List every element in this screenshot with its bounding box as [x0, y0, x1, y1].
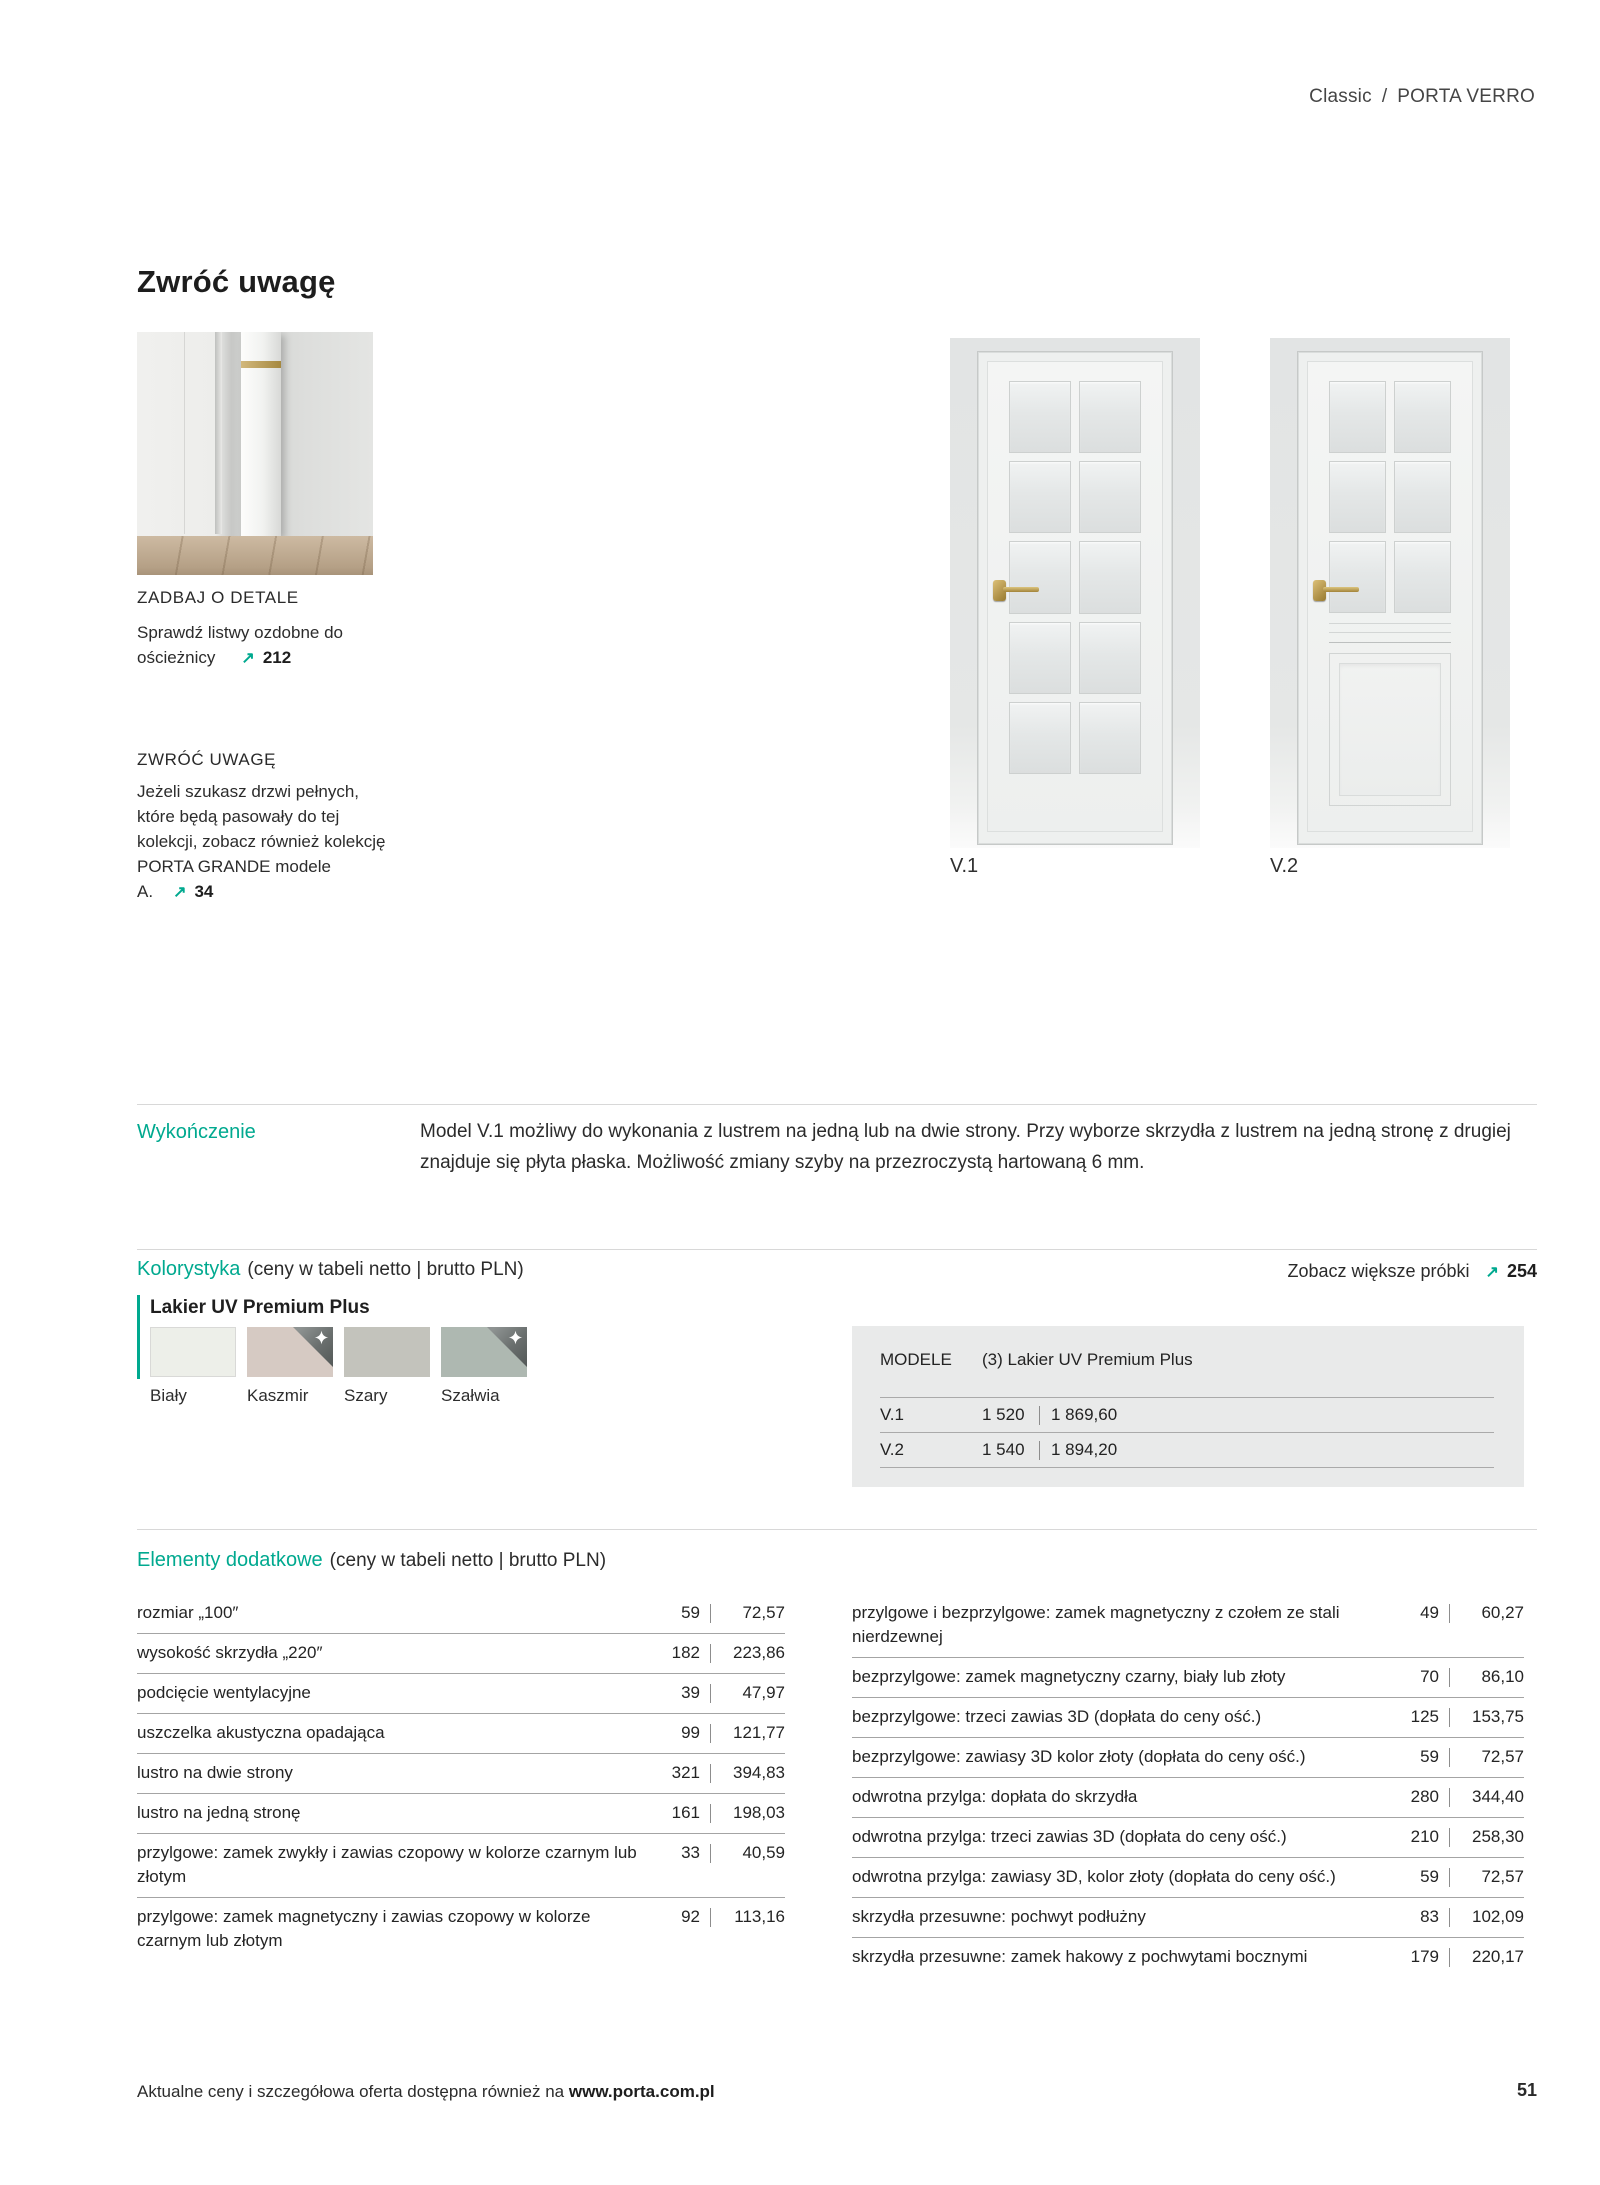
table-row: lustro na jedną stronę 161 198,03 [137, 1794, 785, 1834]
door-frame [978, 352, 1172, 844]
gross-price: 40,59 [742, 1843, 785, 1862]
door-panel-inner [1339, 663, 1441, 796]
swatch-label: Szałwia [441, 1386, 500, 1405]
door-label-v2: V.2 [1270, 855, 1299, 877]
glass-pane [1329, 461, 1386, 533]
external-link-arrow-icon: ↗ [241, 650, 255, 667]
gross-price: 102,09 [1472, 1907, 1524, 1926]
swatch-szary [344, 1327, 430, 1406]
table-row: skrzydła przesuwne: pochwyt podłużny 83 102,09 [852, 1898, 1524, 1938]
finish-group-title: Lakier UV Premium Plus [150, 1297, 370, 1318]
glass-pane [1079, 702, 1141, 774]
door-handle [993, 579, 1043, 603]
glass-pane [1079, 622, 1141, 694]
page-ref-link-212[interactable] [241, 648, 291, 667]
gross-price: 394,83 [733, 1763, 785, 1782]
gross-price: 72,57 [1481, 1867, 1524, 1886]
glass-pane [1009, 461, 1071, 533]
glass-grid-2x5 [1009, 381, 1141, 774]
external-link-arrow-icon: ↗ [173, 884, 187, 901]
extras-section-title: Elementy dodatkowe [137, 1549, 323, 1571]
gross-price: 72,57 [742, 1603, 785, 1622]
see-larger-samples-link[interactable] [1287, 1261, 1537, 1282]
swatch-label: Szary [344, 1386, 388, 1405]
colors-section-header [137, 1258, 524, 1281]
table-row: lustro na dwie strony 321 394,83 [137, 1754, 785, 1794]
table-row: odwrotna przylga: dopłata do skrzydła 280 344,40 [852, 1778, 1524, 1818]
extras-section-header [137, 1549, 606, 1572]
net-price: 179 [1410, 1947, 1439, 1966]
color-swatch-row [150, 1327, 527, 1406]
price-divider [1039, 1441, 1040, 1460]
note-box-text: Jeżeli szukasz drzwi pełnych, które będą pasowały do tej kolekcji, zobacz również kolekcję PORTA GRANDE modele A. ↗ 34 [137, 782, 386, 901]
accent-bar [137, 1295, 140, 1379]
price-divider [1449, 1788, 1450, 1807]
price-divider [1449, 1948, 1450, 1967]
glass-pane [1079, 381, 1141, 453]
door-photo-v2 [1270, 338, 1510, 848]
model-name: V.2 [880, 1440, 904, 1459]
table-header-row [880, 1350, 1494, 1370]
door-leaf [987, 361, 1163, 832]
door-photo-v1 [950, 338, 1200, 848]
glass-pane [1394, 541, 1451, 613]
breadcrumb-separator: / [1381, 86, 1388, 107]
swatch-color [441, 1327, 527, 1377]
table-row [880, 1398, 1494, 1432]
extras-section-suffix: (ceny w tabeli netto | brutto PLN) [329, 1550, 607, 1571]
finish-section-label: Wykończenie [137, 1121, 256, 1143]
price-divider [710, 1804, 711, 1823]
swatch-color [344, 1327, 430, 1377]
table-row [880, 1433, 1494, 1467]
gross-price: 113,16 [734, 1907, 785, 1926]
glass-pane [1079, 541, 1141, 613]
handle-lever [1323, 587, 1359, 592]
gross-price: 223,86 [733, 1643, 785, 1662]
price-divider [1039, 1406, 1040, 1425]
detail-box-text: Sprawdź listwy ozdobne do ościeżnicy ↗ 212 [137, 623, 344, 667]
net-price: 210 [1410, 1827, 1439, 1846]
net-price: 59 [681, 1603, 700, 1622]
swatch-szalwia [441, 1327, 527, 1406]
page-number: 51 [1516, 2080, 1537, 2100]
price-divider [1449, 1748, 1450, 1767]
net-price: 39 [681, 1683, 700, 1702]
net-price: 83 [1420, 1907, 1439, 1926]
net-price: 92 [681, 1907, 700, 1926]
model-price-table [852, 1326, 1524, 1487]
price-divider [710, 1908, 711, 1927]
samples-link-text: Zobacz większe próbki [1287, 1261, 1470, 1281]
detail-box-heading: ZADBAJ O DETALE [137, 588, 299, 607]
note-box-heading: ZWRÓĆ UWAGĘ [137, 750, 277, 769]
gross-price: 1 869,60 [1051, 1405, 1118, 1424]
net-price: 70 [1420, 1667, 1439, 1686]
section-divider [137, 1249, 1537, 1250]
table-row: skrzydła przesuwne: zamek hakowy z pochwytami bocznymi 179 220,17 [852, 1938, 1524, 1977]
net-price: 161 [671, 1803, 700, 1822]
price-divider [1449, 1708, 1450, 1727]
gross-price: 86,10 [1481, 1667, 1524, 1686]
extras-table-left [137, 1594, 785, 1961]
table-divider [880, 1467, 1494, 1468]
price-divider [1449, 1828, 1450, 1847]
glass-pane [1009, 381, 1071, 453]
extras-table-right [852, 1594, 1524, 1977]
net-price: 1 520 [982, 1405, 1025, 1424]
price-divider [710, 1604, 711, 1623]
net-price: 321 [671, 1763, 700, 1782]
table-row: bezprzylgowe: zawiasy 3D kolor złoty (dopłata do ceny ość.) 59 72,57 [852, 1738, 1524, 1778]
net-price: 99 [681, 1723, 700, 1742]
gross-price: 1 894,20 [1051, 1440, 1118, 1459]
price-divider [710, 1724, 711, 1743]
door-leaf [1307, 361, 1473, 832]
door-mid-rail [1329, 623, 1451, 643]
page-ref-number: 34 [194, 882, 214, 901]
gross-price: 72,57 [1481, 1747, 1524, 1766]
section-divider [137, 1529, 1537, 1530]
price-divider [710, 1684, 711, 1703]
table-row: wysokość skrzydła „220″ 182 223,86 [137, 1634, 785, 1674]
footer-note: Aktualne ceny i szczegółowa oferta dostępna również na www.porta.com.pl [137, 2082, 715, 2101]
glass-pane [1394, 461, 1451, 533]
gross-price: 198,03 [733, 1803, 785, 1822]
price-divider [1449, 1908, 1450, 1927]
table-row: rozmiar „100″ 59 72,57 [137, 1594, 785, 1634]
net-price: 49 [1420, 1603, 1439, 1622]
price-divider [1449, 1604, 1450, 1623]
sparkle-icon [314, 1330, 329, 1345]
door-label-v1: V.1 [950, 855, 979, 877]
swatch-bialy [150, 1327, 236, 1406]
gross-price: 121,77 [733, 1723, 785, 1742]
glass-pane [1009, 702, 1071, 774]
net-price: 182 [671, 1643, 700, 1662]
breadcrumb-collection: Classic [1309, 86, 1372, 107]
page-ref-number: 212 [262, 648, 292, 667]
colors-section-suffix: (ceny w tabeli netto | brutto PLN) [247, 1259, 524, 1280]
swatch-color [150, 1327, 236, 1377]
table-row: odwrotna przylga: zawiasy 3D, kolor złoty (dopłata do ceny ość.) 59 72,57 [852, 1858, 1524, 1898]
net-price: 280 [1410, 1787, 1439, 1806]
door-frame [1298, 352, 1482, 844]
table-row: podcięcie wentylacyjne 39 47,97 [137, 1674, 785, 1714]
wood-floor [137, 536, 373, 575]
trim-detail-photo [137, 332, 373, 575]
price-divider [710, 1764, 711, 1783]
section-divider [137, 1104, 1537, 1105]
colors-section-title: Kolorystyka [137, 1258, 241, 1280]
door-handle [1313, 579, 1363, 603]
table-row: przylgowe: zamek zwykły i zawias czopowy w kolorze czarnym lub złotym 33 40,59 [137, 1834, 785, 1898]
breadcrumb-product: PORTA VERRO [1397, 86, 1535, 107]
swatch-label: Biały [150, 1386, 187, 1405]
gross-price: 344,40 [1472, 1787, 1524, 1806]
wall-seam [184, 332, 185, 534]
net-price: 125 [1410, 1707, 1439, 1726]
breadcrumb [1309, 86, 1535, 108]
page-ref-number: 254 [1506, 1261, 1537, 1281]
table-row: uszczelka akustyczna opadająca 99 121,77 [137, 1714, 785, 1754]
model-name: V.1 [880, 1405, 904, 1424]
table-row: odwrotna przylga: trzeci zawias 3D (dopłata do ceny ość.) 210 258,30 [852, 1818, 1524, 1858]
table-row: przylgowe: zamek magnetyczny i zawias czopowy w kolorze czarnym lub złotym 92 113,16 [137, 1907, 785, 1950]
table-row: przylgowe i bezprzylgowe: zamek magnetyczny z czołem ze stali nierdzewnej 49 60,27 [852, 1594, 1524, 1658]
col-header-finish: (3) Lakier UV Premium Plus [982, 1350, 1193, 1369]
page-ref-link-34[interactable] [173, 882, 213, 901]
table-row: bezprzylgowe: zamek magnetyczny czarny, biały lub złoty 70 86,10 [852, 1658, 1524, 1698]
external-link-arrow-icon: ↗ [1485, 1264, 1499, 1281]
swatch-color [247, 1327, 333, 1377]
swatch-kaszmir [247, 1327, 333, 1406]
finish-description: Model V.1 możliwy do wykonania z lustrem na jedną lub na dwie strony. Przy wyborze skrzydła z lustrem na jedną stronę z drugiej znajduje się płyta płaska. Możliwość zmiany szyby na przezroczystą hartowaną 6 mm. [420, 1121, 1511, 1173]
net-price: 33 [681, 1843, 700, 1862]
glass-pane [1329, 381, 1386, 453]
price-divider [1449, 1668, 1450, 1687]
price-divider [710, 1844, 711, 1863]
net-price: 1 540 [982, 1440, 1025, 1459]
table-row: bezprzylgowe: trzeci zawias 3D (dopłata do ceny ość.) 125 153,75 [852, 1698, 1524, 1738]
price-pair [982, 1440, 1117, 1460]
page-title: Zwróć uwagę [137, 264, 336, 299]
door-bottom-panel [1329, 653, 1451, 806]
price-divider [710, 1644, 711, 1663]
glass-pane [1079, 461, 1141, 533]
gross-price: 258,30 [1472, 1827, 1524, 1846]
wall-shadow [215, 332, 222, 534]
gross-price: 220,17 [1472, 1947, 1524, 1966]
swatch-label: Kaszmir [247, 1386, 309, 1405]
glass-pane [1394, 381, 1451, 453]
price-divider [1449, 1868, 1450, 1887]
website-link[interactable]: www.porta.com.pl [568, 2082, 715, 2101]
col-header-models: MODELE [880, 1350, 952, 1369]
gross-price: 60,27 [1481, 1603, 1524, 1622]
net-price: 59 [1420, 1747, 1439, 1766]
gross-price: 47,97 [742, 1683, 785, 1702]
glass-pane [1009, 622, 1071, 694]
net-price: 59 [1420, 1867, 1439, 1886]
price-pair [982, 1405, 1117, 1425]
brass-cap [241, 361, 281, 368]
sparkle-icon [508, 1330, 523, 1345]
gross-price: 153,75 [1472, 1707, 1524, 1726]
handle-lever [1003, 587, 1039, 592]
